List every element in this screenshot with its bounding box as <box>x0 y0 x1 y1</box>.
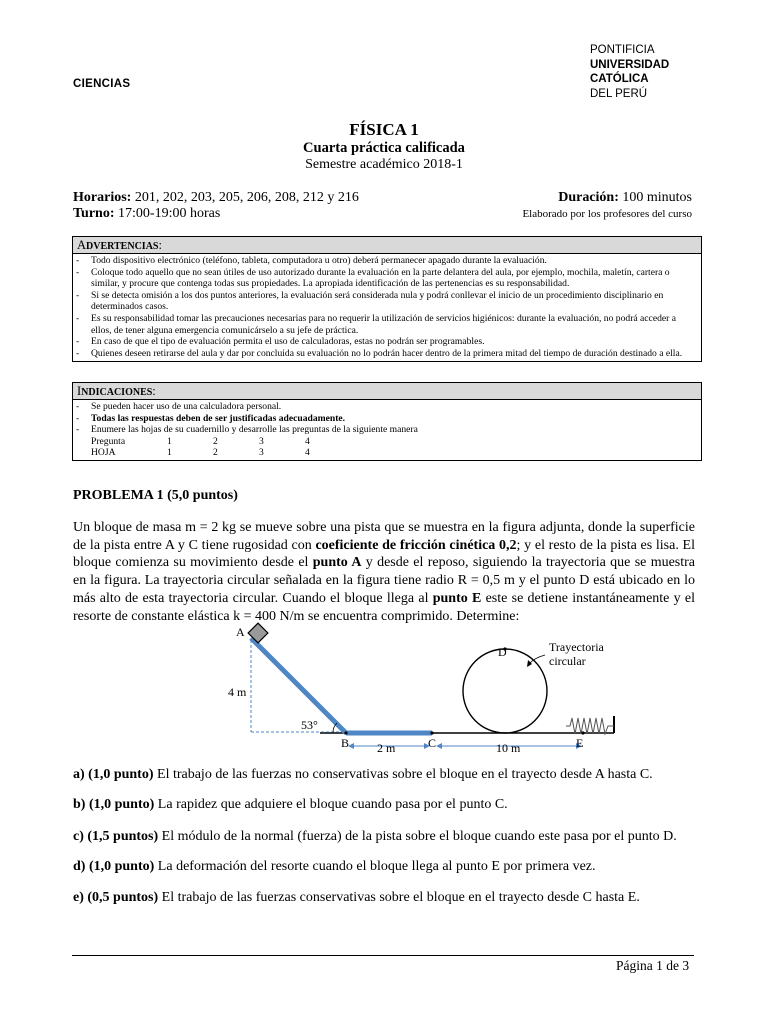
logo-line-2: UNIVERSIDAD <box>590 58 670 71</box>
point-c-dot <box>430 731 433 734</box>
table-cell: 4 <box>305 435 310 447</box>
question-label: b) (1,0 punto) <box>73 797 155 812</box>
question-text: La rapidez que adquiere el bloque cuando pasa por el punto C. <box>154 797 508 812</box>
indicacion-item-text: Enumere las hojas de su cuadernillo y desarrolle las preguntas de la siguiente manera <box>91 424 418 436</box>
page-title: FÍSICA 1 <box>349 120 419 139</box>
advertencias-heading-colon: : <box>158 238 162 252</box>
question-label: d) (1,0 punto) <box>73 859 155 874</box>
table-cell: 1 <box>167 435 172 447</box>
table-cell: HOJA <box>91 446 116 458</box>
indicaciones-heading-rest: NDICACIONES <box>81 387 153 398</box>
label-trajectory-1: Trayectoria <box>549 640 604 654</box>
advertencia-item: - Si se detecta omisión a los dos puntos anteriores, la evaluación será considerada nula y podrá conllevar el inicio de un procedimiento disciplinario en determinados casos. <box>76 289 664 313</box>
question-text: El trabajo de las fuerzas conservativas sobre el bloque en el trayecto desde C hasta E. <box>158 890 640 905</box>
problem-text-bold-2: punto A <box>312 555 362 571</box>
logo-line-4: DEL PERÚ <box>590 87 648 100</box>
point-e-dot <box>581 731 584 734</box>
duracion-value: 100 minutos <box>618 190 692 205</box>
advertencia-item-text: Quienes deseen retirarse del aula y dar por concluida su evaluación no lo podrán hacer dentro de la primera mitad del tiempo de duración destinado a ella. <box>91 347 683 359</box>
indicacion-item: - Enumere las hojas de su cuadernillo y desarrolle las preguntas de la siguiente manera <box>76 424 418 436</box>
question-c <box>73 829 677 845</box>
turno-value: 17:00-19:00 horas <box>114 206 221 221</box>
advertencia-item-text: Coloque todo aquello que no sean útiles de uso autorizado durante la evaluación en la parte delantera del aula, por ejemplo, mochila, maletín, cartera o similar, y procure que contenga todas sus propiedades. La apropiada identificación de las pertenencias es su responsabilidad. <box>91 266 670 290</box>
question-d <box>73 859 596 875</box>
table-cell: 2 <box>213 435 218 447</box>
question-label: c) (1,5 puntos) <box>73 829 159 844</box>
problem-text-3: y desde el reposo, siguiendo la trayectoria que se muestra en la figura. La trayectoria circular señalada en la figura tiene radio R = 0,5 m y el punto D está ubicado en lo más alto de esta trayectoria circular. Cuando el bloque llega al <box>73 555 696 606</box>
table-cell: 4 <box>305 446 310 458</box>
advertencia-item-text: En caso de que el tipo de evaluación permita el uso de calculadoras, estas no podrán ser programables. <box>91 336 485 348</box>
advertencia-item-text: Es su responsabilidad tomar las precauciones necesarias para no requerir la utilización de servicios higiénicos: durante la evaluación, no podrá acceder a ellos, de tener alguna emergencia comunicárselo a su jefe de práctica. <box>91 312 676 336</box>
label-point-b: B <box>341 736 350 750</box>
table-cell: 1 <box>167 446 172 458</box>
table-cell: 2 <box>213 446 218 458</box>
label-distance-bc: 2 m <box>377 741 396 755</box>
horarios-label: Horarios: <box>73 190 132 205</box>
indicacion-item-text: Se pueden hacer uso de una calculadora personal. <box>91 401 282 412</box>
label-point-a: A <box>236 625 245 639</box>
advertencia-item-text: Todo dispositivo electrónico (teléfono, tableta, computadora u otro) deberá permanecer apagado durante la evaluación. <box>91 255 547 266</box>
spring <box>566 718 614 734</box>
table-cell: 3 <box>259 435 264 447</box>
advertencia-item: - Coloque todo aquello que no sean útiles de uso autorizado durante la evaluación en la parte delantera del aula, por ejemplo, mochila, maletín, cartera o similar, y procure que contenga todas sus propiedades. La apropiada identificación de las pertenencias es su responsabilidad. <box>76 266 670 290</box>
incline-track <box>251 638 346 733</box>
advertencia-item: - Es su responsabilidad tomar las precauciones necesarias para no requerir la utilización de servicios higiénicos: durante la evaluación, no podrá acceder a ellos, de tener alguna emergencia comunicárselo a su jefe de práctica. <box>76 312 676 336</box>
label-point-c: C <box>428 736 437 750</box>
problem-text-bold-3: punto E <box>432 590 482 606</box>
problem-heading: PROBLEMA 1 (5,0 puntos) <box>73 488 238 503</box>
advertencias-heading-initial: A <box>77 238 87 252</box>
indicacion-item: - Se pueden hacer uso de una calculadora personal. <box>76 401 282 412</box>
advertencia-item-text: Si se detecta omisión a los dos puntos anteriores, la evaluación será considerada nula y podrá conllevar el inicio de un procedimiento disciplinario en determinados casos. <box>91 289 664 313</box>
question-text: El módulo de la normal (fuerza) de la pista sobre el bloque cuando este pasa por el punto D. <box>158 829 677 844</box>
elaborado-label: Elaborado por los profesores del curso <box>522 208 692 220</box>
label-distance-ce: 10 m <box>496 741 521 755</box>
trajectory-arrowhead <box>527 660 532 667</box>
circular-loop <box>463 649 547 733</box>
question-label: e) (0,5 puntos) <box>73 890 159 905</box>
question-text: El trabajo de las fuerzas no conservativas sobre el bloque en el trayecto desde A hasta C. <box>153 767 653 782</box>
point-b-dot <box>344 731 347 734</box>
label-point-d: D <box>498 645 507 659</box>
footer-divider <box>72 955 694 956</box>
label-angle: 53° <box>301 718 318 732</box>
label-height: 4 m <box>228 685 247 699</box>
question-label: a) (1,0 punto) <box>73 767 154 782</box>
advertencias-heading-rest: DVERTENCIAS <box>86 241 159 252</box>
indicaciones-heading-colon: : <box>152 384 156 398</box>
question-text: La deformación del resorte cuando el bloque llega al punto E por primera vez. <box>154 859 596 874</box>
question-a <box>73 767 653 783</box>
label-trajectory-2: circular <box>549 654 586 668</box>
semester-label: Semestre académico 2018-1 <box>305 157 463 172</box>
turno-label: Turno: <box>73 206 115 221</box>
logo-line-1: PONTIFICIA <box>590 44 655 56</box>
dimension-ce-arrow-left <box>436 743 442 749</box>
faculty-label: CIENCIAS <box>73 78 131 90</box>
table-cell: Pregunta <box>91 435 126 447</box>
advertencia-item: - Todo dispositivo electrónico (teléfono, tableta, computadora u otro) deberá permanecer apagado durante la evaluación. <box>76 255 547 266</box>
page-number: Página 1 de 3 <box>616 958 690 973</box>
problem-text-4: este se detiene instantáneamente y el resorte de constante elástica k = 400 N/m se encuentra comprimido. Determine: <box>73 590 696 624</box>
problem-text-bold-1: coeficiente de fricción cinética 0,2 <box>315 537 517 553</box>
question-b <box>73 797 508 813</box>
horarios-value: 201, 202, 203, 205, 206, 208, 212 y 216 <box>131 190 359 205</box>
duracion-label: Duración: <box>558 190 619 205</box>
indicaciones-heading-initial: I <box>77 384 82 398</box>
trajectory-pointer <box>529 655 545 664</box>
label-point-e: E <box>576 736 584 750</box>
logo-line-3: CATÓLICA <box>590 73 649 85</box>
advertencia-item: - Quienes deseen retirarse del aula y dar por concluida su evaluación no lo podrán hacer dentro de la primera mitad del tiempo de duración destinado a ella. <box>76 347 683 359</box>
indicacion-item-text: Todas las respuestas deben de ser justificadas adecuadamente. <box>91 412 346 424</box>
indicacion-item: - Todas las respuestas deben de ser justificadas adecuadamente. <box>76 412 346 424</box>
page-subtitle: Cuarta práctica calificada <box>303 140 465 156</box>
problem-text-1: Un bloque de masa m = 2 kg se mueve sobre una pista que se muestra en la figura adjunta, donde la superficie de la pista entre A y C tiene rugosidad con <box>73 520 695 553</box>
table-cell: 3 <box>259 446 264 458</box>
problem-text-2: ; y el resto de la pista es lisa. El bloque comienza su movimiento desde el <box>73 537 695 571</box>
question-e <box>73 890 640 906</box>
advertencia-item: - En caso de que el tipo de evaluación permita el uso de calculadoras, estas no podrán ser programables. <box>76 336 485 348</box>
